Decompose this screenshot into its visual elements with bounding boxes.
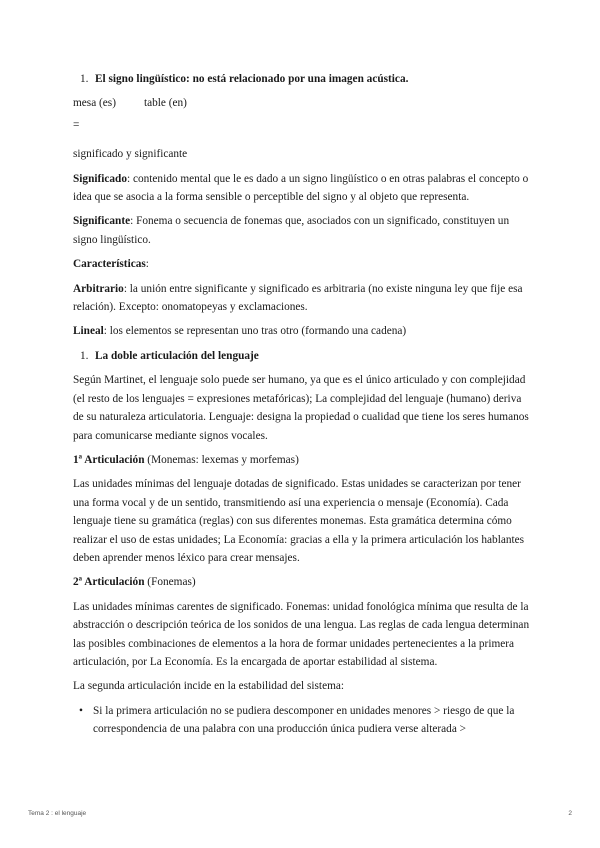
- example-word-es: mesa (es): [73, 97, 116, 110]
- subheading-text: (Monemas: lexemas y morfemas): [144, 453, 299, 466]
- bullet-icon: •: [79, 704, 83, 717]
- definition-arbitrario: [73, 280, 531, 317]
- list-number: 1.: [80, 349, 89, 362]
- heading-text: El signo lingüístico: no está relacionado por una imagen acústica.: [95, 73, 409, 85]
- definition-text: : la unión entre significante y significado es arbitraria (no existe ninguna ley que fije esa relación). Excepto: onomatopeyas y exclamaciones.: [73, 282, 523, 314]
- heading-text: La doble articulación del lenguaje: [95, 349, 259, 362]
- bullet-list: [73, 702, 531, 739]
- definition-lineal: [73, 322, 531, 340]
- subheading-text: (Fonemas): [144, 576, 196, 589]
- term-caracteristicas: Características: [73, 258, 146, 271]
- list-number: 1.: [80, 73, 89, 85]
- term-segunda-articulacion: 2ª Articulación: [73, 576, 145, 589]
- list-item-text: Si la primera articulación no se pudiera descomponer en unidades menores > riesgo de que la correspondencia de una palabra con una producción única pudiera verse alterada >: [93, 704, 515, 736]
- example-word-en: table (en): [143, 97, 187, 110]
- definition-significante: [73, 212, 531, 249]
- term-significado: Significado: [73, 172, 127, 185]
- definition-text: : los elementos se representan uno tras otro (formando una cadena): [103, 325, 407, 338]
- definition-text: : Fonema o secuencia de fonemas que, asociados con un significado, constituyen un signo lingüístico.: [73, 215, 510, 246]
- term-significante: Significante: [73, 215, 131, 228]
- section-heading-signo: [73, 70, 531, 88]
- definition-text: : contenido mental que le es dado a un signo lingüístico o en otras palabras el concepto o idea que se asocia a la forma sensible o perceptible del signo y al objeto que representa.: [73, 172, 529, 204]
- segunda-articulacion-heading: [73, 573, 531, 591]
- footer-title: Tema 2 : el lenguaje: [28, 810, 87, 817]
- term-arbitrario: Arbitrario: [73, 282, 124, 295]
- martinet-paragraph: Según Martinet, el lenguaje solo puede ser humano, ya que es el único articulado y con complejidad (el resto de los lenguajes = expresiones metafóricas); La complejidad del lenguaje (humano) deriva de su naturaleza articulatoria. Lenguaje: designa la propiedad o cualidad que tiene los seres humanos para comunicarse mediante signos vocales.: [73, 374, 529, 442]
- primera-articulacion-paragraph: Las unidades mínimas del lenguaje dotadas de significado. Estas unidades se caracterizan por tener una forma vocal y de un sentido, transmitiendo así una experiencia o mensaje (Economía). Cada lenguaje tiene su gramática (reglas) con sus diferentes monemas. Esta gramática determina cómo realizar el uso de estas unidades; La Economía: gracias a ella y la primera articulación los hablantes deben aprender menos léxico para crear mensajes.: [73, 478, 525, 564]
- colon: :: [145, 258, 149, 271]
- list-item: [73, 702, 531, 739]
- caracteristicas-heading: [73, 255, 531, 273]
- page-number: 2: [568, 810, 572, 817]
- segunda-articulacion-paragraph: Las unidades mínimas carentes de significado. Fonemas: unidad fonológica mínima que resulta de la abstracción o descripción teórica de los sonidos de una lengua. Las reglas de cada lengua determinan las posibles combinaciones de elementos a la hora de formar unidades pertenecientes a la primera articulación, por La Economía. Es la encargada de aportar estabilidad al sistema.: [73, 600, 530, 668]
- primera-articulacion-heading: [73, 451, 531, 469]
- signified-line: significado y significante: [73, 148, 188, 161]
- section-heading-doble-articulacion: [73, 347, 531, 365]
- term-lineal: Lineal: [73, 325, 104, 338]
- estabilidad-intro: La segunda articulación incide en la estabilidad del sistema:: [73, 680, 345, 693]
- equals-line: =: [73, 118, 80, 131]
- example-line: [73, 94, 531, 112]
- definition-significado: [73, 170, 531, 207]
- term-primera-articulacion: 1ª Articulación: [73, 453, 145, 466]
- document-page: [73, 70, 531, 739]
